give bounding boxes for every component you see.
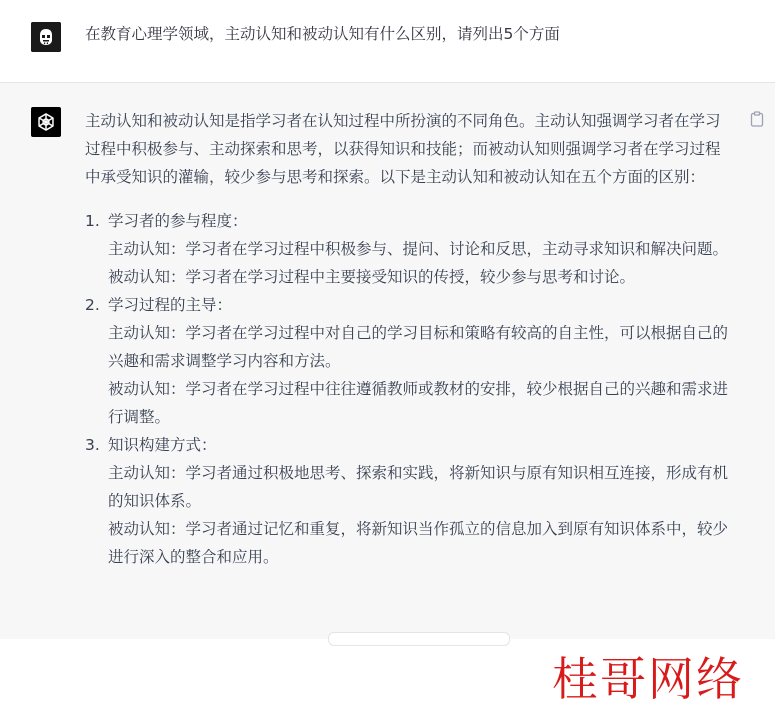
user-message	[0, 0, 775, 83]
list-item-number: 2.	[85, 296, 100, 314]
passive-cognition-text: 被动认知：学习者在学习过程中主要接受知识的传授，较少参与思考和讨论。	[108, 268, 636, 286]
list-item	[85, 431, 735, 571]
list-item-title: 学习者的参与程度：	[108, 212, 248, 230]
active-cognition-text: 主动认知：学习者通过积极地思考、探索和实践，将新知识与原有知识相互连接，形成有机的知识体系。	[108, 464, 729, 510]
intro-paragraph: 主动认知和被动认知是指学习者在认知过程中所扮演的不同角色。主动认知强调学习者在学习过程中积极参与、主动探索和思考，以获得知识和技能；而被动认知则强调学习者在学习过程中承受知识的灌输，较少参与思考和探索。以下是主动认知和被动认知在五个方面的区别：	[85, 112, 721, 186]
passive-cognition-text: 被动认知：学习者在学习过程中往往遵循教师或教材的安排，较少根据自己的兴趣和需求进行调整。	[108, 380, 729, 426]
assistant-message	[0, 83, 775, 706]
list-item-title: 学习过程的主导：	[108, 296, 233, 314]
user-avatar	[31, 22, 61, 52]
list-item-number: 3.	[85, 436, 100, 454]
copy-button[interactable]	[750, 111, 764, 127]
passive-cognition-text: 被动认知：学习者通过记忆和重复，将新知识当作孤立的信息加入到原有知识体系中，较少进行深入的整合和应用。	[108, 520, 729, 566]
watermark: 桂哥网络	[552, 652, 744, 706]
list-item-title: 知识构建方式：	[108, 436, 217, 454]
message-input[interactable]	[328, 632, 510, 646]
list-item	[85, 207, 735, 291]
assistant-avatar	[31, 107, 61, 137]
active-cognition-text: 主动认知：学习者在学习过程中积极参与、提问、讨论和反思，主动寻求知识和解决问题。	[108, 240, 729, 258]
assistant-response	[85, 107, 735, 571]
difference-list	[85, 207, 735, 571]
robot-face-icon	[31, 22, 61, 52]
list-item	[85, 291, 735, 431]
list-item-number: 1.	[85, 212, 100, 230]
clipboard-icon	[750, 111, 764, 127]
user-message-text: 在教育心理学领域，主动认知和被动认知有什么区别，请列出5个方面	[85, 25, 560, 43]
openai-logo-icon	[35, 111, 57, 133]
active-cognition-text: 主动认知：学习者在学习过程中对自己的学习目标和策略有较高的自主性，可以根据自己的兴趣和需求调整学习内容和方法。	[108, 324, 729, 370]
